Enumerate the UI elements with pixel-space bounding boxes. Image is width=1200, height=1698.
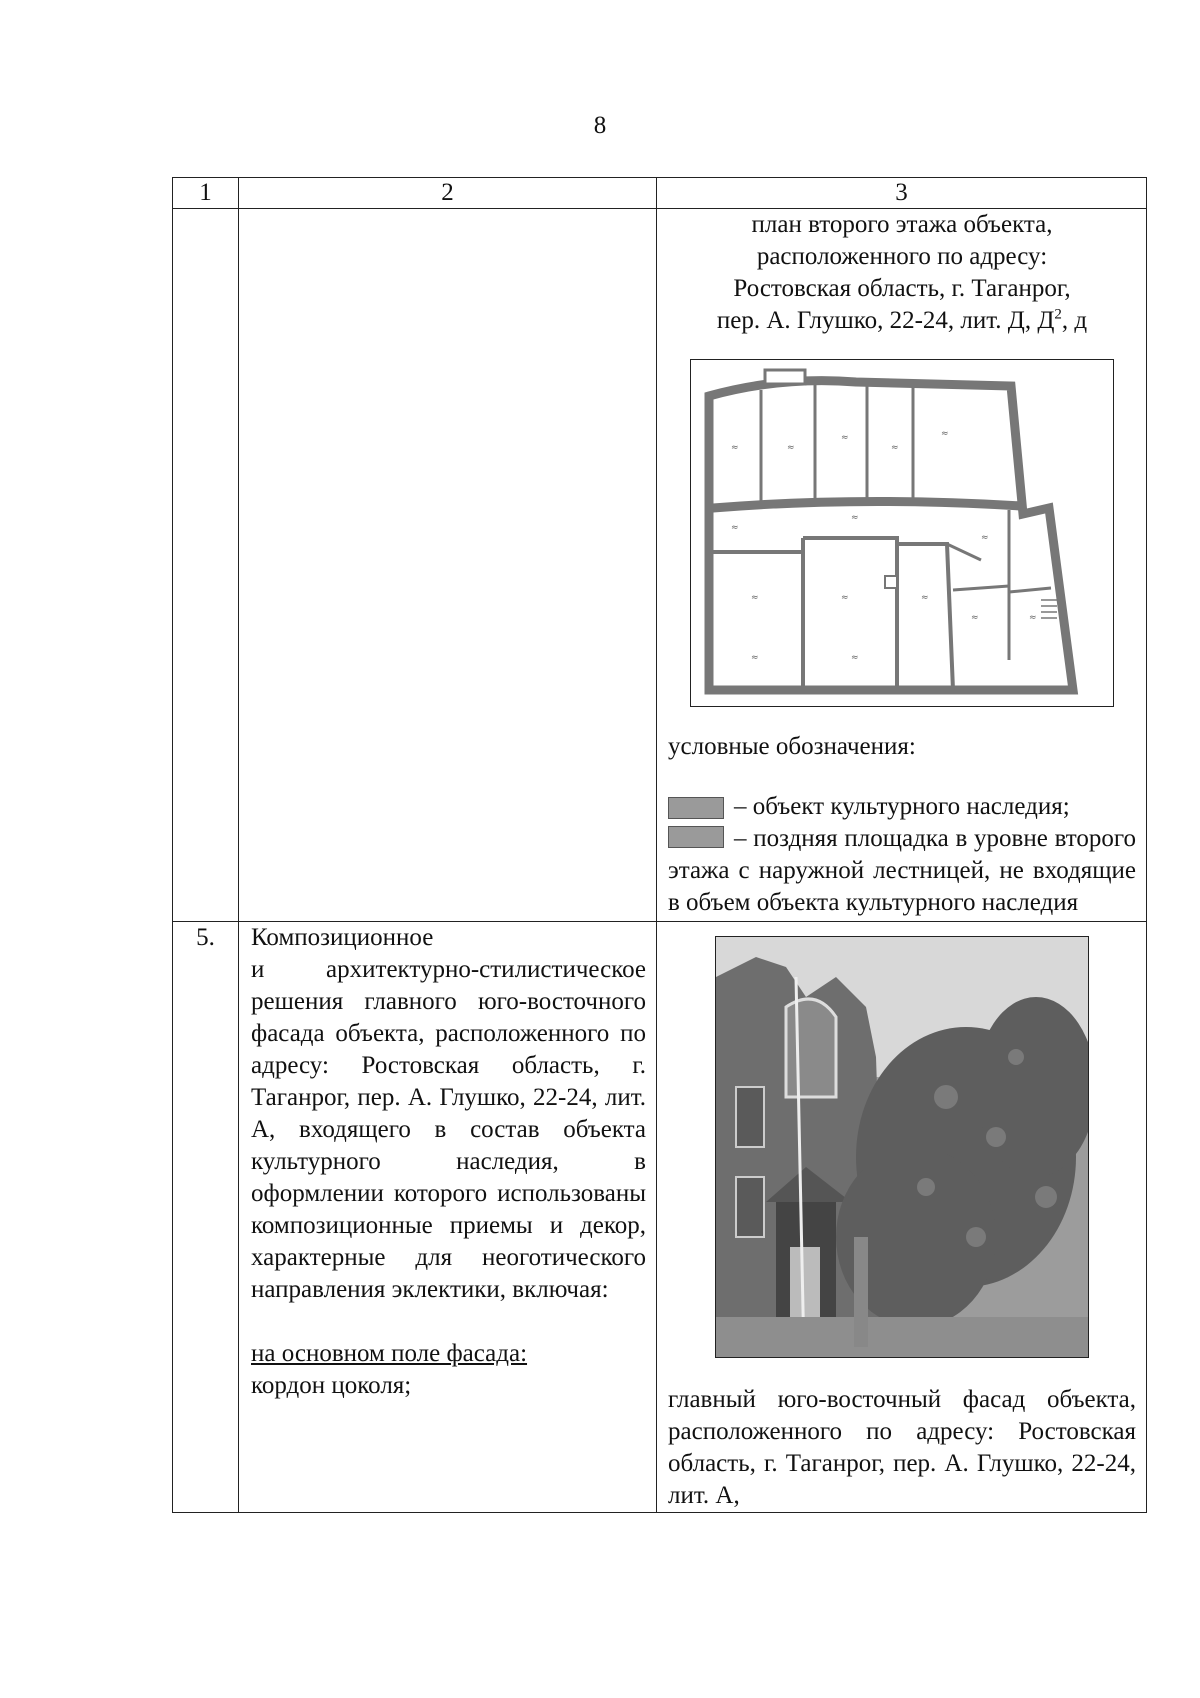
column-header-1: 1 bbox=[173, 178, 239, 209]
svg-text:≈: ≈ bbox=[921, 593, 929, 603]
plan-caption-line: план второго этажа объекта, bbox=[751, 211, 1053, 238]
svg-text:≈: ≈ bbox=[851, 513, 859, 523]
illustration-cell bbox=[657, 922, 1147, 1513]
legend-swatch-later bbox=[668, 826, 724, 848]
description-text: и архитектурно-стилистическое решения главного юго-восточного фасада объекта, расположенного по адресу: Ростовская область, г. Таганрог, пер. А. Глушко, 22-24, лит. А, входящего в состав объекта культурного наследия, в оформлении которого использованы композиционные приемы и декор, характерные для неоготического направления эклектики, включая: bbox=[251, 956, 646, 1303]
legend-item: – поздняя площадка в уровне второго этажа с наружной лестницей, не входящие в объем объекта культурного наследия bbox=[668, 825, 1136, 916]
legend-item: – объект культурного наследия; bbox=[668, 791, 1136, 823]
description-cell bbox=[239, 922, 657, 1513]
heritage-table bbox=[172, 177, 1147, 1513]
illustration-cell bbox=[657, 209, 1147, 922]
table-row bbox=[173, 209, 1147, 922]
row-number-cell bbox=[173, 209, 239, 922]
svg-text:≈: ≈ bbox=[841, 433, 849, 443]
svg-text:≈: ≈ bbox=[787, 443, 795, 453]
row-number-cell: 5. bbox=[173, 922, 239, 1513]
svg-text:≈: ≈ bbox=[751, 653, 759, 663]
svg-text:≈: ≈ bbox=[731, 443, 739, 453]
table-header-row bbox=[173, 178, 1147, 209]
table-row bbox=[173, 922, 1147, 1513]
svg-text:≈: ≈ bbox=[981, 533, 989, 543]
plan-caption bbox=[668, 209, 1136, 337]
svg-text:≈: ≈ bbox=[941, 429, 949, 439]
svg-text:≈: ≈ bbox=[891, 443, 899, 453]
column-header-3: 3 bbox=[657, 178, 1147, 209]
svg-text:≈: ≈ bbox=[1029, 613, 1037, 623]
list-item: кордон цоколя; bbox=[251, 1372, 412, 1399]
plan-caption-line: Ростовская область, г. Таганрог, bbox=[733, 275, 1071, 302]
description-line: Композиционное bbox=[251, 924, 434, 951]
plan-caption-line: расположенного по адресу: bbox=[756, 243, 1048, 270]
floor-plan-drawing bbox=[690, 359, 1114, 707]
column-header-2: 2 bbox=[239, 178, 657, 209]
facade-photo bbox=[715, 936, 1089, 1358]
svg-text:≈: ≈ bbox=[731, 523, 739, 533]
svg-text:≈: ≈ bbox=[971, 613, 979, 623]
photo-caption: главный юго-восточный фасад объекта, расположенного по адресу: Ростовская область, г. Таганрог, пер. А. Глушко, 22-24, лит. А, bbox=[668, 1386, 1136, 1509]
svg-text:≈: ≈ bbox=[841, 593, 849, 603]
legend-swatch-heritage bbox=[668, 797, 724, 819]
svg-text:≈: ≈ bbox=[851, 653, 859, 663]
plan-caption-line: пер. А. Глушко, 22-24, лит. Д, $Д^2$, д bbox=[716, 306, 1088, 334]
svg-text:≈: ≈ bbox=[751, 593, 759, 603]
description-cell bbox=[239, 209, 657, 922]
subheading: на основном поле фасада: bbox=[251, 1340, 528, 1367]
page-number: 8 bbox=[593, 112, 607, 139]
legend-heading: условные обозначения: bbox=[668, 733, 916, 760]
